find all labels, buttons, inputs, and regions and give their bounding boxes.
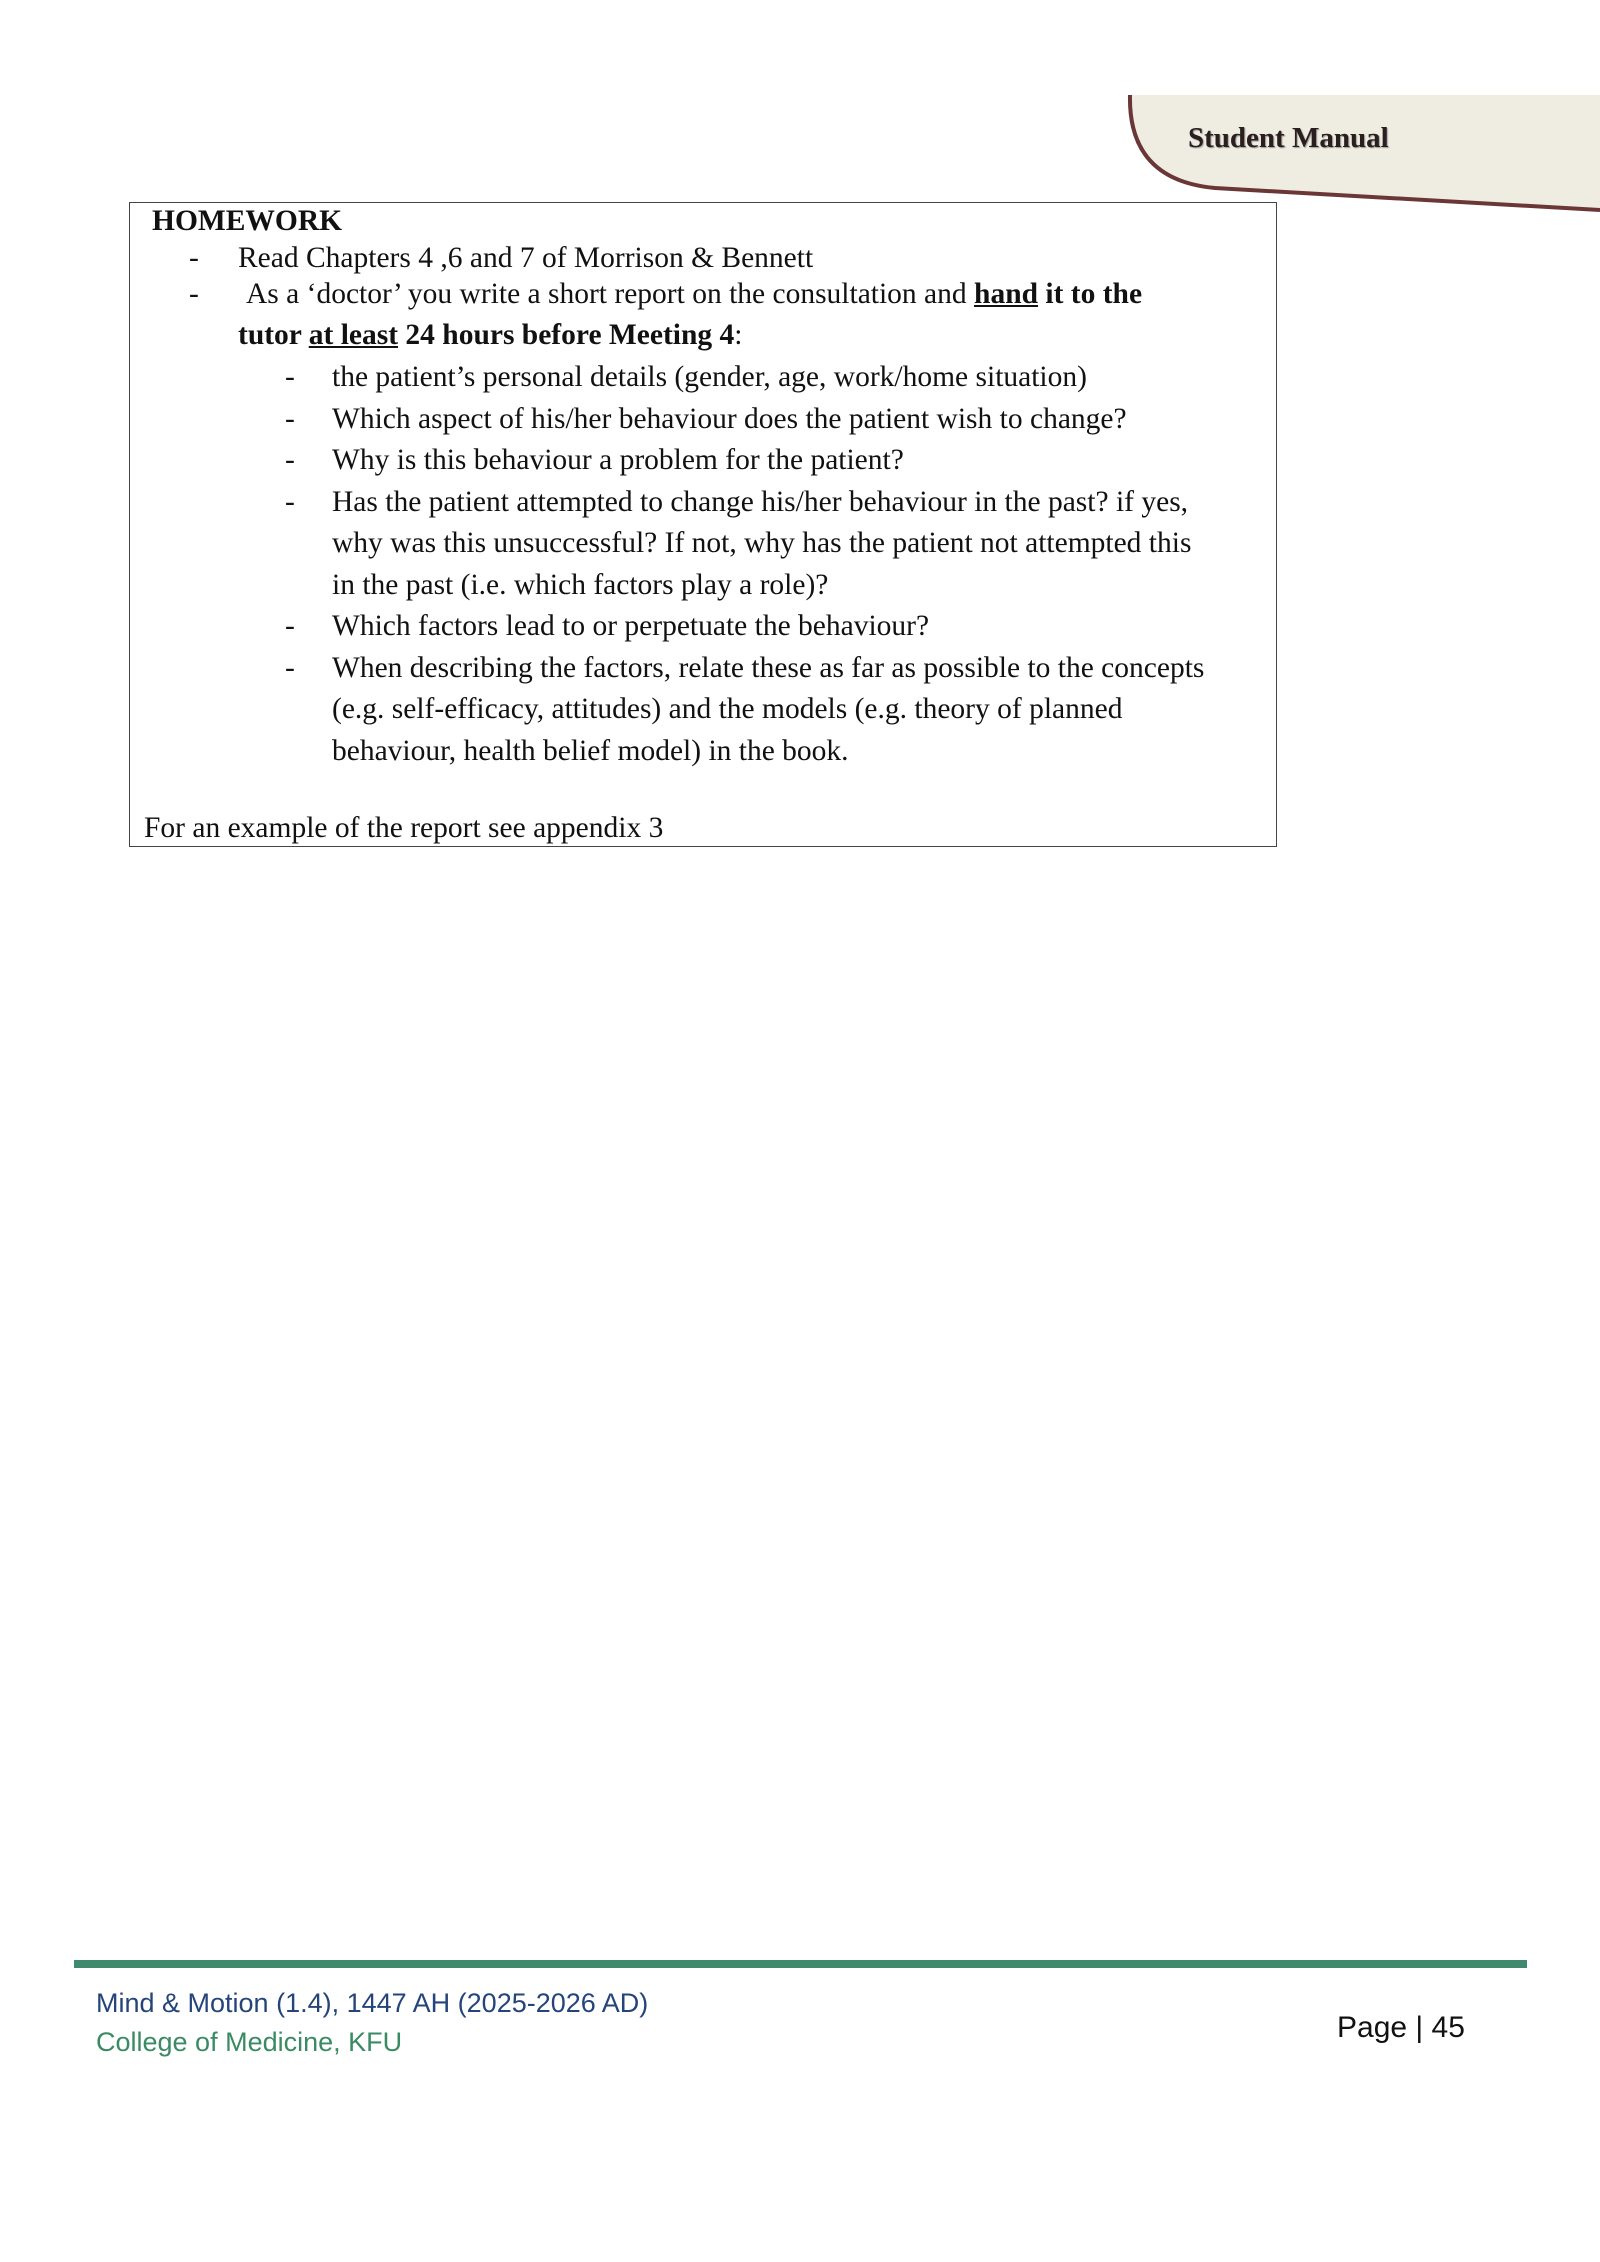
footer-rule [74, 1960, 1527, 1968]
sub-bullet-dash: - [285, 610, 295, 642]
homework-item-2-line2 [238, 318, 742, 352]
sub-bullet-dash: - [285, 486, 295, 518]
item2-tutor: tutor [238, 319, 309, 351]
homework-item-1: Read Chapters 4 ,6 and 7 of Morrison & Bennett [238, 242, 814, 274]
sub-item-3: Why is this behaviour a problem for the patient? [332, 444, 904, 476]
sub-item-4-line3: in the past (i.e. which factors play a role)? [332, 569, 829, 601]
sub-bullet-dash: - [285, 403, 295, 435]
bullet-dash: - [189, 242, 199, 274]
sub-bullet-dash: - [285, 652, 295, 684]
sub-item-1: the patient’s personal details (gender, age, work/home situation) [332, 361, 1087, 393]
header-title: Student Manual [1188, 122, 1389, 154]
sub-item-5: Which factors lead to or perpetuate the behaviour? [332, 610, 930, 642]
sub-item-6-line2: (e.g. self-efficacy, attitudes) and the models (e.g. theory of planned [332, 693, 1123, 725]
item2-text: As a ‘doctor’ you write a short report on the consultation and [246, 278, 975, 310]
item2-deadline: 24 hours before Meeting 4 [398, 319, 735, 351]
footer-college: College of Medicine, KFU [96, 2027, 403, 2057]
item2-at-least: at least [308, 319, 399, 351]
bullet-dash: - [189, 278, 199, 310]
header-tab-shape [0, 0, 1600, 230]
sub-item-4-line1: Has the patient attempted to change his/her behaviour in the past? if yes, [332, 486, 1189, 518]
footer-course: Mind & Motion (1.4), 1447 AH (2025-2026 AD) [96, 1988, 649, 2018]
sub-bullet-dash: - [285, 361, 295, 393]
sub-bullet-dash: - [285, 444, 295, 476]
appendix-note: For an example of the report see appendix 3 [144, 812, 664, 844]
homework-item-2-line1 [246, 277, 1142, 311]
sub-item-6-line3: behaviour, health belief model) in the book. [332, 735, 849, 767]
page-number: Page | 45 [1337, 2011, 1465, 2044]
sub-item-2: Which aspect of his/her behaviour does the patient wish to change? [332, 403, 1127, 435]
item2-hand: hand [974, 278, 1039, 310]
item2-colon: : [734, 319, 743, 351]
item2-text-bold: it to the [1038, 278, 1143, 310]
homework-heading: HOMEWORK [152, 205, 343, 237]
sub-item-4-line2: why was this unsuccessful? If not, why has the patient not attempted this [332, 527, 1192, 559]
sub-item-6-line1: When describing the factors, relate these as far as possible to the concepts [332, 652, 1205, 684]
